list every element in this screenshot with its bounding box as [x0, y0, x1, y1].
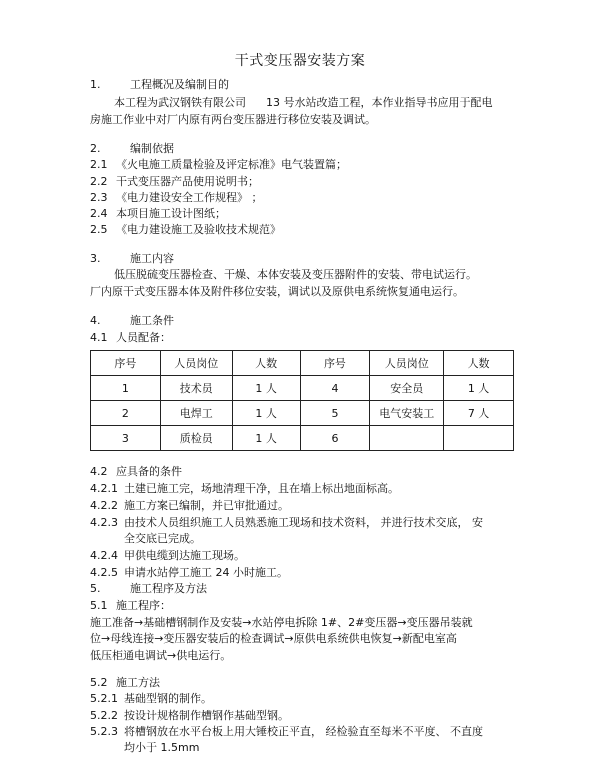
- table-row: [91, 401, 514, 426]
- table-cell: [444, 426, 514, 451]
- table-cell: 4: [300, 376, 370, 401]
- condition-item-4-2-4: 4.2.4 甲供电缆到达施工现场。: [90, 549, 245, 562]
- section-5-heading: 5. 施工程序及方法: [90, 582, 207, 595]
- table-header-cell: 人员岗位: [160, 351, 232, 376]
- table-header-cell: 人员岗位: [370, 351, 444, 376]
- basis-item-2-3: 2.3 《电力建设安全工作规程》 ；: [90, 191, 263, 204]
- condition-item-4-2-5: 4.2.5 申请水站停工施工 24 小时施工。: [90, 566, 288, 579]
- section-1-paragraph-line1: 本工程为武汉钢铁有限公司 13 号水站改造工程，本作业指导书应用于配电: [114, 96, 493, 109]
- section-1-paragraph-line2: 房施工作业中对厂内原有两台变压器进行移位安装及调试。: [90, 113, 376, 126]
- subsection-5-2: 5.2 施工方法: [90, 676, 160, 689]
- section-1-heading: 1. 工程概况及编制目的: [90, 78, 229, 91]
- basis-item-2-5: 2.5 《电力建设施工及验收技术规范》: [90, 223, 281, 236]
- table-cell: 技术员: [160, 376, 232, 401]
- section-3-paragraph-line1: 低压脱硫变压器检查、干燥、本体安装及变压器附件的安装、带电试运行。: [114, 268, 477, 281]
- table-cell: 7 人: [444, 401, 514, 426]
- table-cell: 1 人: [232, 426, 300, 451]
- subsection-4-1: 4.1 人员配备：: [90, 331, 171, 344]
- section-3-paragraph-line2: 厂内原干式变压器本体及附件移位安装，调试以及原供电系统恢复通电运行。: [90, 285, 464, 298]
- table-cell: 6: [300, 426, 370, 451]
- table-header-row: [91, 351, 514, 376]
- section-4-heading: 4. 施工条件: [90, 314, 174, 327]
- table-cell: 5: [300, 401, 370, 426]
- basis-item-2-4: 2.4 本项目施工设计图纸；: [90, 207, 226, 220]
- staffing-table: [90, 350, 514, 451]
- table-row: [91, 376, 514, 401]
- procedure-flow-line2: 位→母线连接→变压器安装后的检查调试→原供电系统供电恢复→新配电室高: [90, 632, 457, 645]
- table-header-cell: 序号: [91, 351, 161, 376]
- method-item-5-2-1: 5.2.1 基础型钢的制作。: [90, 692, 212, 705]
- table-cell: 电气安装工: [370, 401, 444, 426]
- table-cell: 1 人: [444, 376, 514, 401]
- table-cell: 3: [91, 426, 161, 451]
- procedure-flow-line1: 施工准备→基础槽钢制作及安装→水站停电拆除 1#、2#变压器→变压器吊装就: [90, 616, 473, 629]
- section-2-heading: 2. 编制依据: [90, 142, 174, 155]
- table-cell: 1 人: [232, 376, 300, 401]
- condition-item-4-2-1: 4.2.1 土建已施工完，场地清理干净，且在墙上标出地面标高。: [90, 482, 399, 495]
- condition-item-4-2-3-continued: 全交底已完成。: [124, 532, 201, 545]
- table-cell: 质检员: [160, 426, 232, 451]
- condition-item-4-2-2: 4.2.2 施工方案已编制，并已审批通过。: [90, 499, 289, 512]
- method-item-5-2-3-continued: 均小于 1.5mm: [124, 741, 200, 754]
- table-cell: [370, 426, 444, 451]
- table-row: [91, 426, 514, 451]
- basis-item-2-2: 2.2 干式变压器产品使用说明书；: [90, 175, 259, 188]
- document-title: 干式变压器安装方案: [234, 53, 366, 69]
- section-3-heading: 3. 施工内容: [90, 252, 174, 265]
- table-cell: 电焊工: [160, 401, 232, 426]
- table-cell: 1 人: [232, 401, 300, 426]
- table-header-cell: 人数: [444, 351, 514, 376]
- table-cell: 安全员: [370, 376, 444, 401]
- table-cell: 1: [91, 376, 161, 401]
- basis-item-2-1: 2.1 《火电施工质量检验及评定标准》电气装置篇；: [90, 158, 347, 171]
- procedure-flow-line3: 低压柜通电调试→供电运行。: [90, 649, 232, 662]
- method-item-5-2-2: 5.2.2 按设计规格制作槽钢作基础型钢。: [90, 709, 289, 722]
- subsection-4-2: 4.2 应具备的条件: [90, 465, 182, 478]
- subsection-5-1: 5.1 施工程序：: [90, 599, 171, 612]
- table-header-cell: 序号: [300, 351, 370, 376]
- table-header-cell: 人数: [232, 351, 300, 376]
- condition-item-4-2-3: 4.2.3 由技术人员组织施工人员熟悉施工现场和技术资料， 并进行技术交底， 安: [90, 516, 483, 529]
- table-cell: 2: [91, 401, 161, 426]
- method-item-5-2-3: 5.2.3 将槽钢放在水平台板上用大锤校正平直， 经检验直至每米不平度、 不直度: [90, 725, 483, 738]
